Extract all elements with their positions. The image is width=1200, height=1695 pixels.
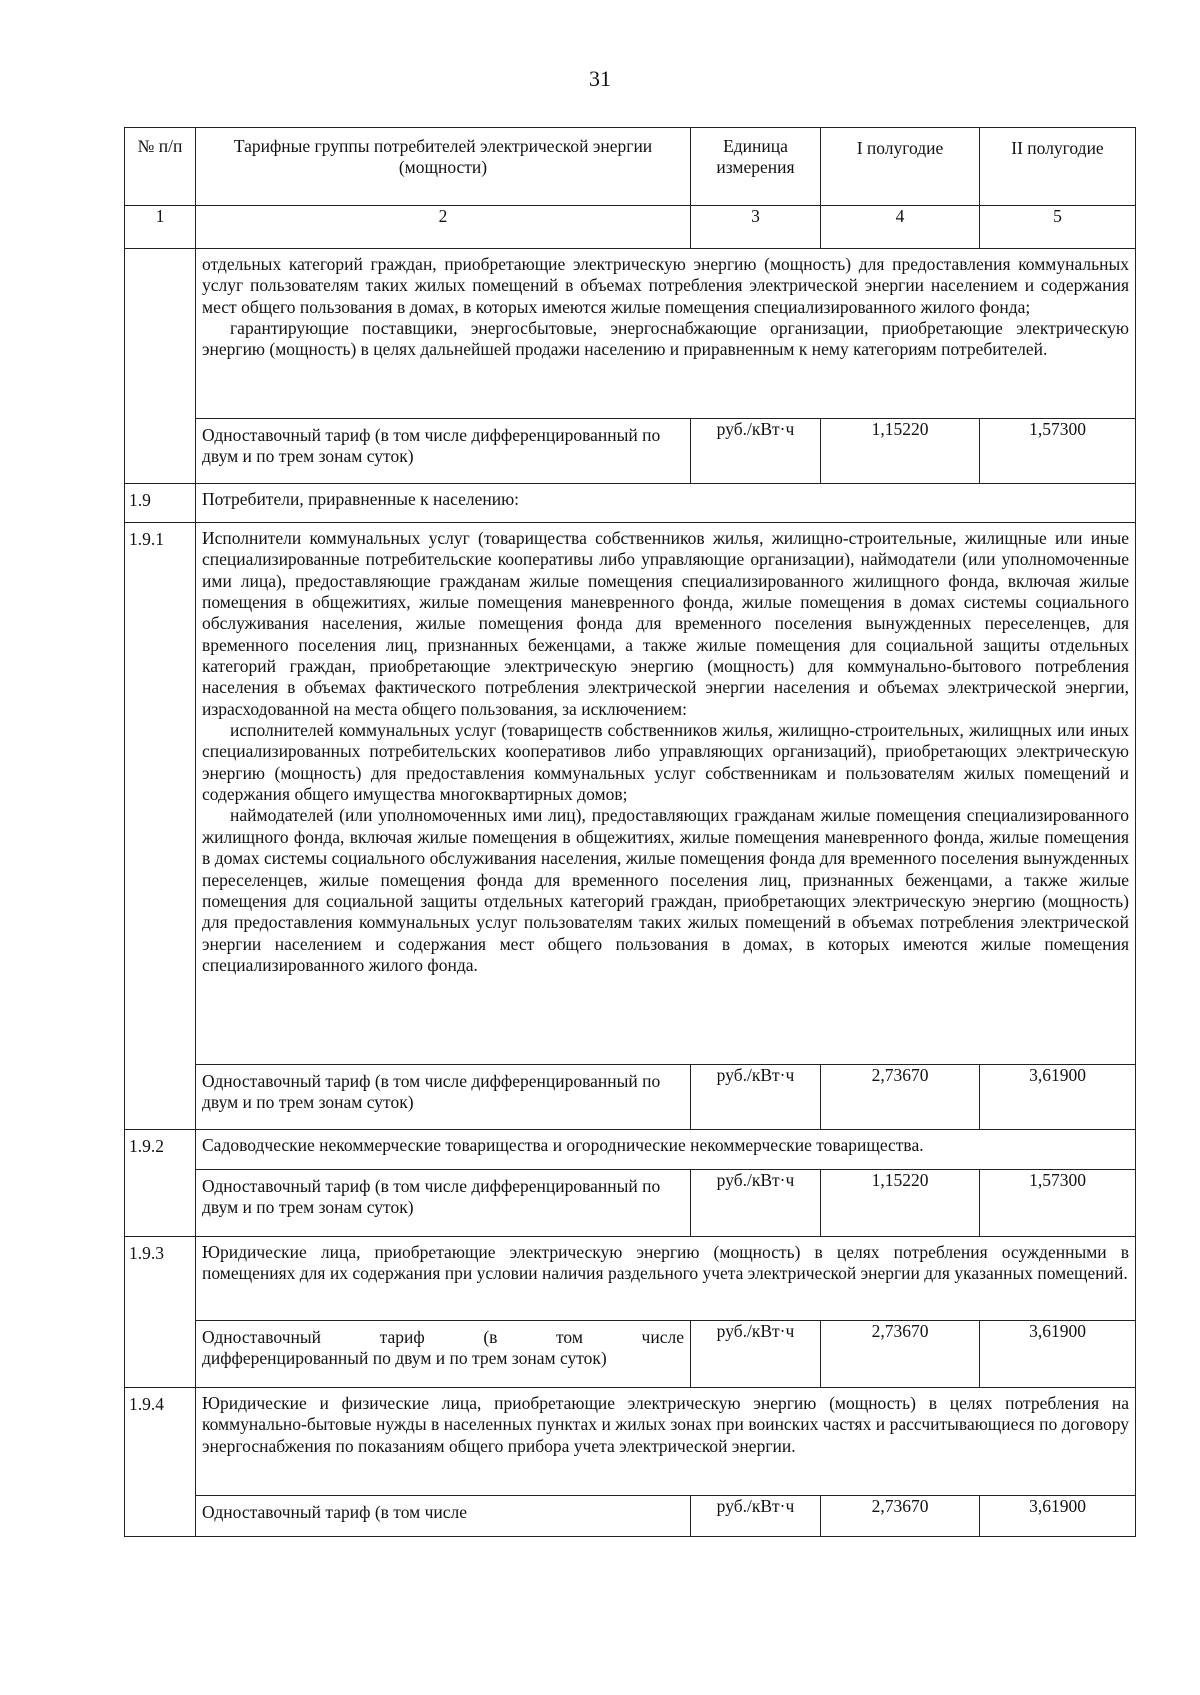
table-row xyxy=(125,484,1136,523)
column-number: 4 xyxy=(821,206,980,249)
tariff-label-line xyxy=(202,1327,684,1348)
tariff-label: Одноставочный тариф (в том числе дифференцированный по двум и по трем зонам суток) xyxy=(196,419,691,484)
tariff-label: Одноставочный тариф (в том числе дифференцированный по двум и по трем зонам суток) xyxy=(196,1170,691,1237)
tariff-unit: руб./кВт·ч xyxy=(691,1496,821,1537)
column-number: 2 xyxy=(196,206,691,249)
tariff-value-h2: 3,61900 xyxy=(980,1065,1136,1130)
word: Одноставочный xyxy=(202,1327,321,1347)
tariff-value-h2: 1,57300 xyxy=(980,1170,1136,1237)
tariff-value-h1: 2,73670 xyxy=(821,1496,980,1537)
row-number-empty xyxy=(125,249,196,484)
tariff-table xyxy=(124,127,1136,1537)
tariff-row xyxy=(125,1065,1136,1130)
tariff-unit: руб./кВт·ч xyxy=(691,1321,821,1388)
row-number: 1.9 xyxy=(125,484,196,523)
tariff-label xyxy=(196,1321,691,1388)
tariff-row xyxy=(125,419,1136,484)
section-title: Юридические и физические лица, приобретающие электрическую энергию (мощность) в целях потребления на коммунально-бытовые нужды в населенных пунктах и жилых зонах при воинских частях и рассчитывающиеся по договору энергоснабжения по показаниям общего прибора учета электрической энергии. xyxy=(196,1388,1136,1496)
word: числе xyxy=(641,1327,684,1347)
header-half1: I полугодие xyxy=(821,128,980,206)
tariff-label: Одноставочный тариф (в том числе xyxy=(196,1496,691,1537)
header-num: № п/п xyxy=(125,128,196,206)
tariff-label: Одноставочный тариф (в том числе дифференцированный по двум и по трем зонам суток) xyxy=(196,1065,691,1130)
tariff-value-h1: 1,15220 xyxy=(821,1170,980,1237)
tariff-unit: руб./кВт·ч xyxy=(691,1170,821,1237)
row-number: 1.9.1 xyxy=(125,523,196,1130)
tariff-row xyxy=(125,1321,1136,1388)
column-number: 3 xyxy=(691,206,821,249)
tariff-value-h1: 2,73670 xyxy=(821,1321,980,1388)
tariff-value-h2: 1,57300 xyxy=(980,419,1136,484)
header-unit: Единица измерения xyxy=(691,128,821,206)
section-title: Юридические лица, приобретающие электрическую энергию (мощность) в целях потребления осужденными в помещениях для их содержания при условии наличия раздельного учета электрической энергии для указанных помещений. xyxy=(196,1237,1136,1321)
section-title: Потребители, приравненные к населению: xyxy=(196,484,1136,523)
tariff-value-h1: 2,73670 xyxy=(821,1065,980,1130)
paragraph: исполнителей коммунальных услуг (товариществ собственников жилья, жилищно-строительных, жилищных или иных специализированных потребительских кооперативов либо управляющих организаций), приобретающих электрическую энергию (мощность) для предоставления коммунальных услуг собственникам и пользователям жилых помещений и содержания общего имущества многоквартирных домов; xyxy=(202,720,1129,805)
continuation-text xyxy=(196,249,1136,419)
tariff-value-h2: 3,61900 xyxy=(980,1496,1136,1537)
word: (в xyxy=(483,1327,498,1347)
row-number: 1.9.3 xyxy=(125,1237,196,1388)
word: том xyxy=(556,1327,583,1347)
column-number: 5 xyxy=(980,206,1136,249)
table-row xyxy=(125,1237,1136,1321)
tariff-row xyxy=(125,1170,1136,1237)
table-row xyxy=(125,523,1136,1065)
table-row xyxy=(125,249,1136,419)
header-groups: Тарифные группы потребителей электрической энергии (мощности) xyxy=(196,128,691,206)
page-number: 31 xyxy=(589,66,611,91)
tariff-label-line: дифференцированный по двум и по трем зонам суток) xyxy=(202,1348,607,1369)
paragraph: Исполнители коммунальных услуг (товарищества собственников жилья, жилищно-строительные, жилищные или иные специализированные потребительские кооперативы либо управляющие организации), наймодатели (или уполномоченные ими лица), предоставляющие гражданам жилые помещения специализированного жилищного фонда, включая жилые помещения в общежитиях, жилые помещения маневренного фонда, жилые помещения в домах системы социального обслуживания населения, жилые помещения фонда для временного поселения вынужденных переселенцев, для временного поселения лиц, признанных беженцами, а также жилые помещения для социальной защиты отдельных категорий граждан, приобретающие электрическую энергию (мощность) для коммунально-бытового потребления населения в объемах фактического потребления электрической энергии населения и объемах электрической энергии, израсходованной на места общего пользования, за исключением: xyxy=(202,528,1129,719)
table-row xyxy=(125,1388,1136,1496)
paragraph: гарантирующие поставщики, энергосбытовые, энергоснабжающие организации, приобретающие электрическую энергию (мощность) в целях дальнейшей продажи населению и приравненным к нему категориям потребителей. xyxy=(202,318,1129,360)
row-number: 1.9.4 xyxy=(125,1388,196,1537)
word: тариф xyxy=(379,1327,425,1347)
tariff-unit: руб./кВт·ч xyxy=(691,419,821,484)
paragraph: отдельных категорий граждан, приобретающие электрическую энергию (мощность) для предоставления коммунальных услуг пользователям таких жилых помещений в объемах потребления электрической энергии населением и содержания мест общего пользования в домах, в которых имеются жилые помещения специализированного жилого фонда; xyxy=(202,254,1129,317)
table-row xyxy=(125,1130,1136,1170)
section-text xyxy=(196,523,1136,1065)
row-number: 1.9.2 xyxy=(125,1130,196,1237)
tariff-unit: руб./кВт·ч xyxy=(691,1065,821,1130)
tariff-row xyxy=(125,1496,1136,1537)
paragraph: наймодателей (или уполномоченных ими лиц), предоставляющих гражданам жилые помещения специализированного жилищного фонда, включая жилые помещения в общежитиях, жилые помещения маневренного фонда, жилые помещения в домах системы социального обслуживания населения, жилые помещения фонда для временного поселения вынужденных переселенцев, жилые помещения фонда для временного поселения лиц, признанных беженцами, а также жилые помещения для социальной защиты отдельных категорий граждан, приобретающих электрическую энергию (мощность) для предоставления коммунальных услуг пользователям таких жилых помещений в объемах потребления электрической энергии населением и содержания мест общего пользования в домах, в которых имеются жилые помещения специализированного жилого фонда. xyxy=(202,805,1129,975)
tariff-value-h2: 3,61900 xyxy=(980,1321,1136,1388)
tariff-value-h1: 1,15220 xyxy=(821,419,980,484)
header-half2: II полугодие xyxy=(980,128,1136,206)
column-number: 1 xyxy=(125,206,196,249)
section-title: Садоводческие некоммерческие товарищества и огороднические некоммерческие товарищества. xyxy=(196,1130,1136,1170)
table-header-row xyxy=(125,128,1136,206)
column-number-row xyxy=(125,206,1136,249)
